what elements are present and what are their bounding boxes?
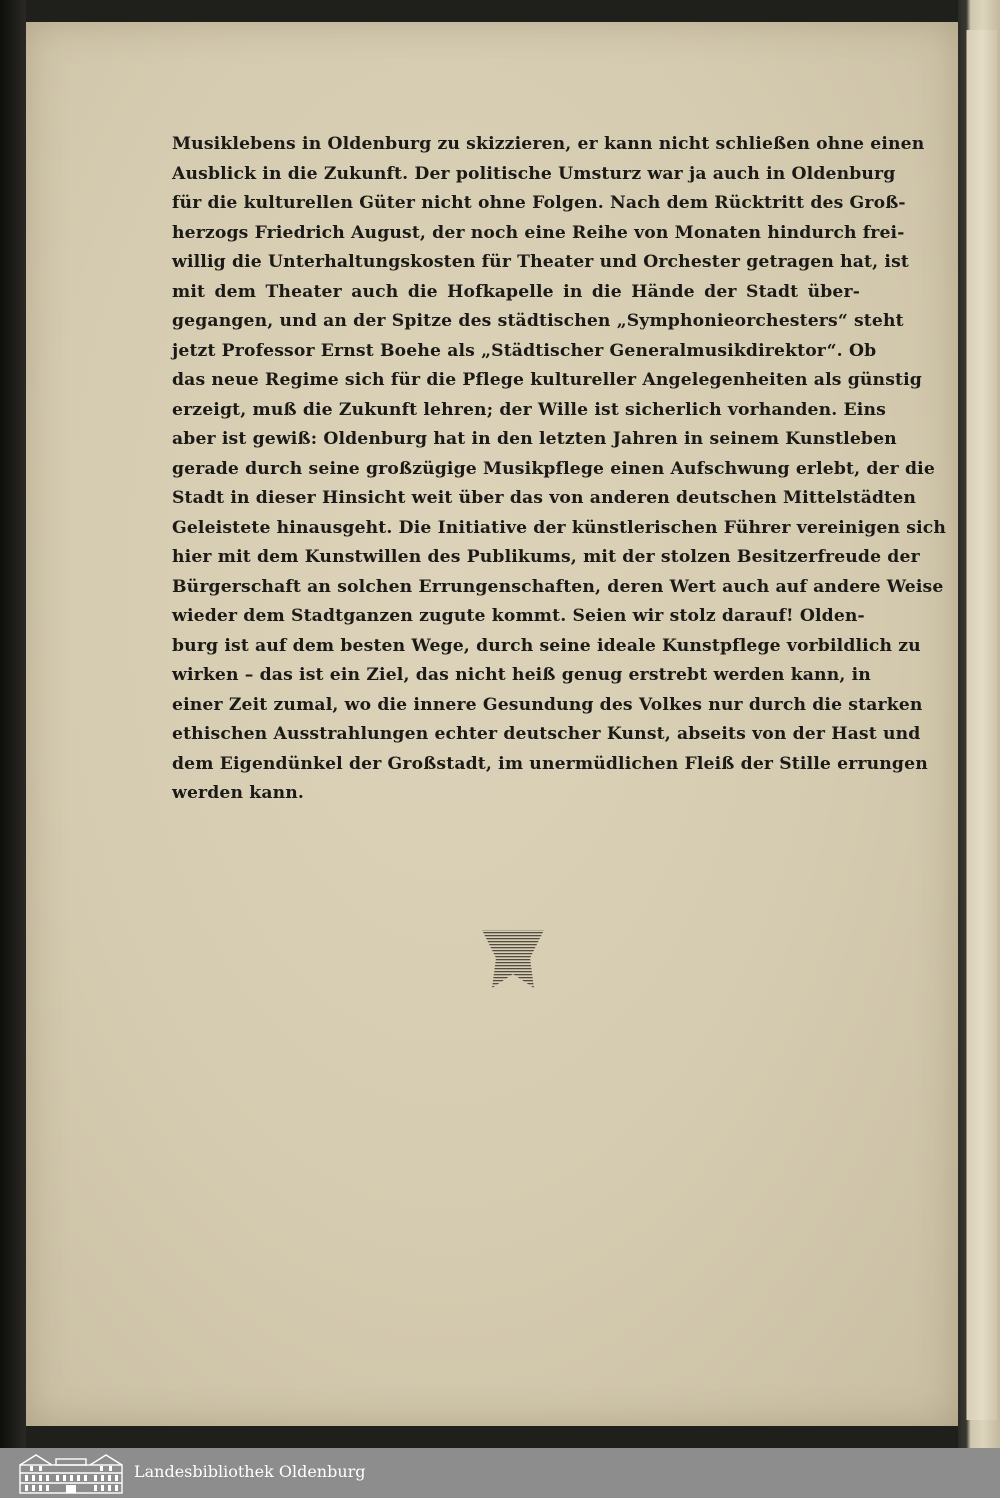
text-line: wieder dem Stadtganzen zugute kommt. Seien wir stolz darauf! Olden- <box>172 606 865 626</box>
text-line: gegangen, und an der Spitze des städtischen „Symphonieorchesters“ steht <box>172 311 904 331</box>
text-line: Musiklebens in Oldenburg zu skizzieren, er kann nicht schließen ohne einen <box>172 134 925 154</box>
star-ornament-icon <box>478 926 548 992</box>
text-line: Geleistete hinausgeht. Die Initiative der künstlerischen Führer vereinigen sich <box>172 517 947 538</box>
text-line: hier mit dem Kunstwillen des Publikums, mit der stolzen Besitzerfreude der <box>172 547 920 567</box>
text-line: herzogs Friedrich August, der noch eine Reihe von Monaten hindurch frei- <box>172 222 905 243</box>
text-line: erzeigt, muß die Zukunft lehren; der Wille ist sicherlich vorhanden. Eins <box>172 399 886 420</box>
text-line: dem Eigendünkel der Großstadt, im unermüdlichen Fleiß der Stille errungen <box>172 753 928 774</box>
library-name: Landesbibliothek Oldenburg <box>134 1462 366 1481</box>
text-line: burg ist auf dem besten Wege, durch seine ideale Kunstpflege vorbildlich zu <box>172 635 921 656</box>
text-line: wirken – das ist ein Ziel, das nicht heiß genug erstrebt werden kann, in <box>172 665 871 685</box>
text-line: willig die Unterhaltungskosten für Theater und Orchester getragen hat, ist <box>172 252 909 272</box>
text-line: für die kulturellen Güter nicht ohne Folgen. Nach dem Rücktritt des Groß- <box>172 193 906 213</box>
body-text <box>172 130 947 809</box>
text-line: ethischen Ausstrahlungen echter deutscher Kunst, abseits von der Hast und <box>172 724 921 744</box>
library-building-icon <box>16 1451 126 1495</box>
text-line: aber ist gewiß: Oldenburg hat in den letzten Jahren in seinem Kunstleben <box>172 429 897 449</box>
scan-border <box>0 0 26 1448</box>
text-line: gerade durch seine großzügige Musikpflege einen Aufschwung erlebt, der die <box>172 458 935 479</box>
text-line: einer Zeit zumal, wo die innere Gesundung des Volkes nur durch die starken <box>172 694 923 715</box>
next-page-edge <box>966 30 997 1420</box>
text-line: werden kann. <box>172 783 305 803</box>
text-line: jetzt Professor Ernst Boehe als „Städtischer Generalmusikdirektor“. Ob <box>172 340 877 361</box>
footer-bar <box>0 1448 1000 1498</box>
text-line: mit dem Theater auch die Hofkapelle in die Hände der Stadt über- <box>172 281 860 302</box>
text-line: Ausblick in die Zukunft. Der politische Umsturz war ja auch in Oldenburg <box>172 163 896 184</box>
text-line: Stadt in dieser Hinsicht weit über das von anderen deutschen Mittelstädten <box>172 488 916 508</box>
text-line: das neue Regime sich für die Pflege kultureller Angelegenheiten als günstig <box>172 370 922 390</box>
text-line: Bürgerschaft an solchen Errungenschaften, deren Wert auch auf andere Weise <box>172 576 944 597</box>
